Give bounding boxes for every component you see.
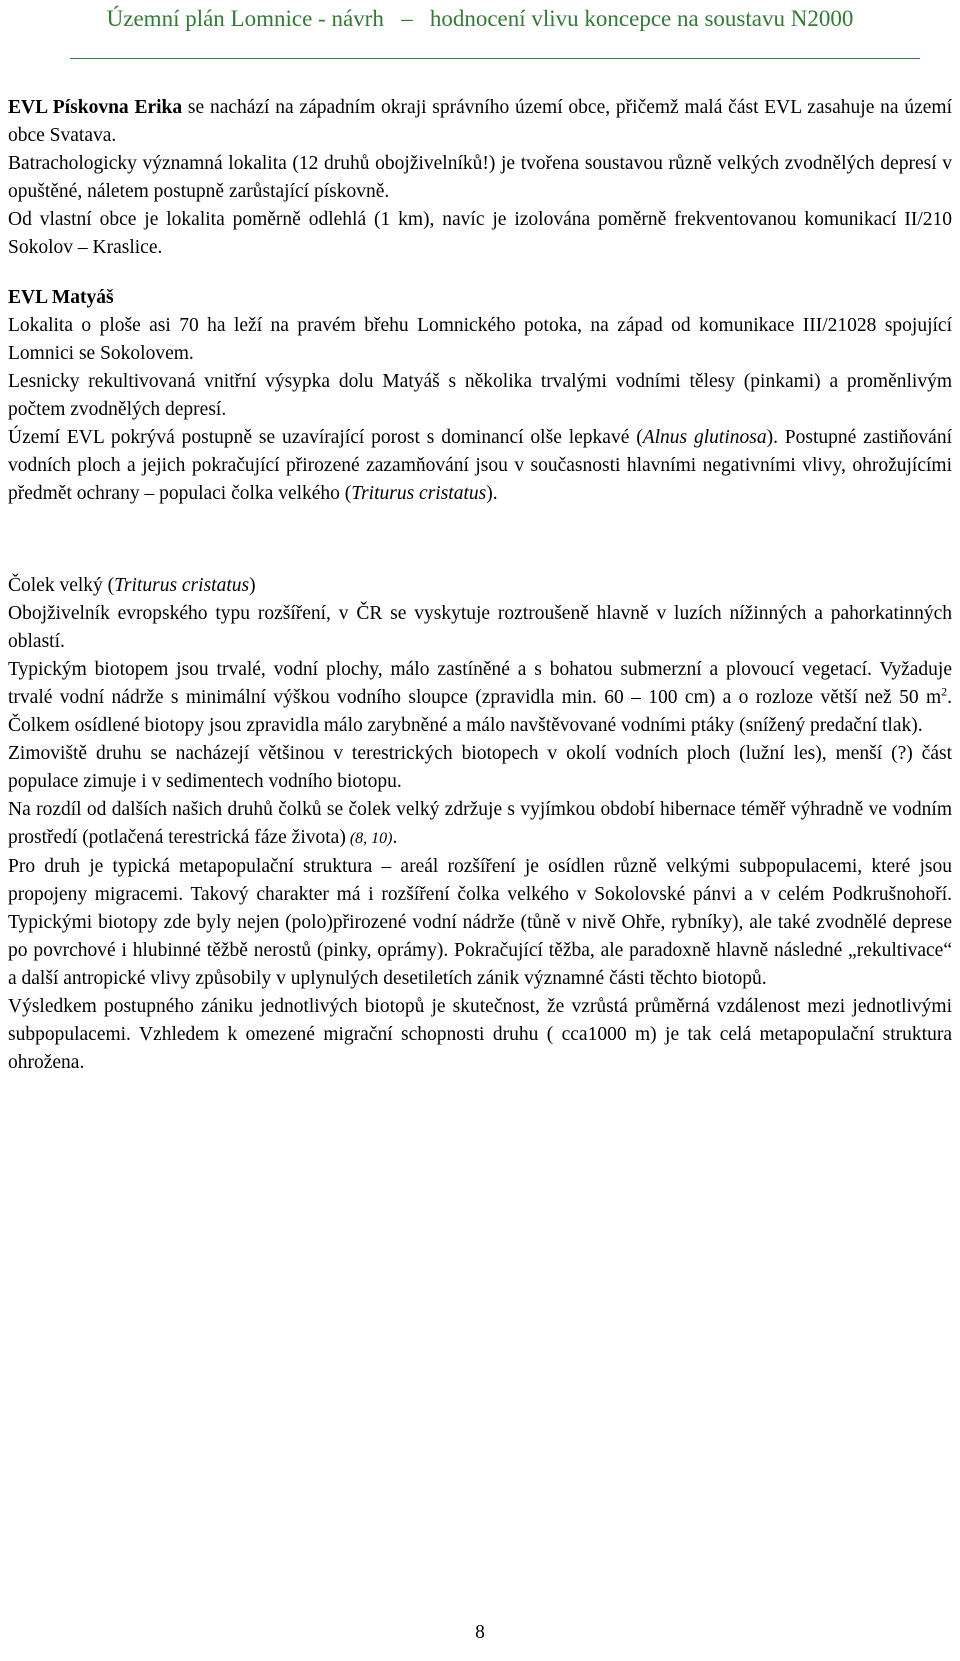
colek-paragraph-1: Obojživelník evropského typu rozšíření, v ČR se vyskytuje roztroušeně hlavně v luzích nížinných a pahorkatinných oblastí. [8,603,952,652]
colek-paragraph-4: Na rozdíl od dalších našich druhů čolků se čolek velký zdržuje s vyjímkou období hibernace téměř výhradně ve vodním prostředí (potlačená terestrická fáze života) (8, 10). [8,799,952,848]
erika-paragraph-1: EVL Pískovna Erika se nachází na západním okraji správního území obce, přičemž malá část EVL zasahuje na území obce Svatava. [8,97,952,146]
colek-paragraph-6: Výsledkem postupného zániku jednotlivých biotopů je skutečnost, že vzrůstá průměrná vzdálenost mezi jednotlivými subpopulacemi. Vzhledem k omezené migrační schopnosti druhu ( cca1000 m) je tak celá metapopulační struktura ohrožena. [8,996,952,1073]
colek-paragraph-3: Zimoviště druhu se nacházejí většinou v terestrických biotopech v okolí vodních ploch (lužní les), menší (?) část populace zimuje i v sedimentech vodního biotopu. [8,743,952,792]
header-separator: – [401,6,413,31]
matyas-paragraph-3: Území EVL pokrývá postupně se uzavírající porost s dominancí olše lepkavé (Alnus glutinosa). Postupné zastiňování vodních ploch a jejich pokračující přirozené zazamňování jsou v současnosti hlavními negativními vlivy, ohrožujícími předmět ochrany – populaci čolka velkého (Triturus cristatus). [8,427,952,504]
page-number: 8 [475,1622,485,1643]
matyas-paragraph-1: Lokalita o ploše asi 70 ha leží na pravém břehu Lomnického potoka, na západ od komunikace III/21028 spojující Lomnici se Sokolovem. [8,315,952,364]
header-rule [70,58,920,59]
colek-paragraph-5: Pro druh je typická metapopulační struktura – areál rozšíření je osídlen různě velkými subpopulacemi, které jsou propojeny migracemi. Takový charakter má i rozšíření čolka velkého v Sokolovské pánvi a v celém Podkrušnohoří. Typickými biotopy zde byly nejen (polo)přirozené vodní nádrže (tůně v nivě Ohře, rybníky), ale také zvodnělé deprese po povrchové i hlubinné těžbě nerostů (pinky, oprámy). Pokračující těžba, ale paradoxně hlavně následné „rekultivace“ a další antropické vlivy způsobily v uplynulých desetiletích zánik významné části těchto biotopů. [8,856,952,989]
erika-paragraph-3: Od vlastní obce je lokalita poměrně odlehlá (1 km), navíc je izolována poměrně frekventovanou komunikací II/210 Sokolov – Kraslice. [8,209,952,258]
matyas-title: EVL Matyáš [8,287,114,308]
document-body [8,94,952,1077]
matyas-paragraph-2: Lesnicky rekultivovaná vnitřní výsypka dolu Matyáš s několika trvalými vodními tělesy (pinkami) a proměnlivým počtem zvodnělých depresí. [8,371,952,420]
header-section-title: hodnocení vlivu koncepce na soustavu N2000 [429,6,854,31]
erika-paragraph-2: Batrachologicky významná lokalita (12 druhů obojživelníků!) je tvořena soustavou různě velkých zvodnělých depresí v opuštěné, náletem postupně zarůstající pískovně. [8,153,952,202]
erika-title: EVL Pískovna Erika [8,97,183,118]
colek-heading: Čolek velký (Triturus cristatus) [8,575,256,596]
page-header [0,6,960,62]
colek-paragraph-2: Typickým biotopem jsou trvalé, vodní plochy, málo zastíněné a s bohatou submerzní a plovoucí vegetací. Vyžaduje trvalé vodní nádrže s minimální výškou vodního sloupce (zpravidla min. 60 – 100 cm) a o rozloze větší než 50 $m^2$. Čolkem osídlené biotopy jsou zpravidla málo zarybněné a málo navštěvované vodními ptáky (snížený predační tlak). [8,659,952,736]
header-document-title: Územní plán Lomnice - návrh [106,6,384,31]
